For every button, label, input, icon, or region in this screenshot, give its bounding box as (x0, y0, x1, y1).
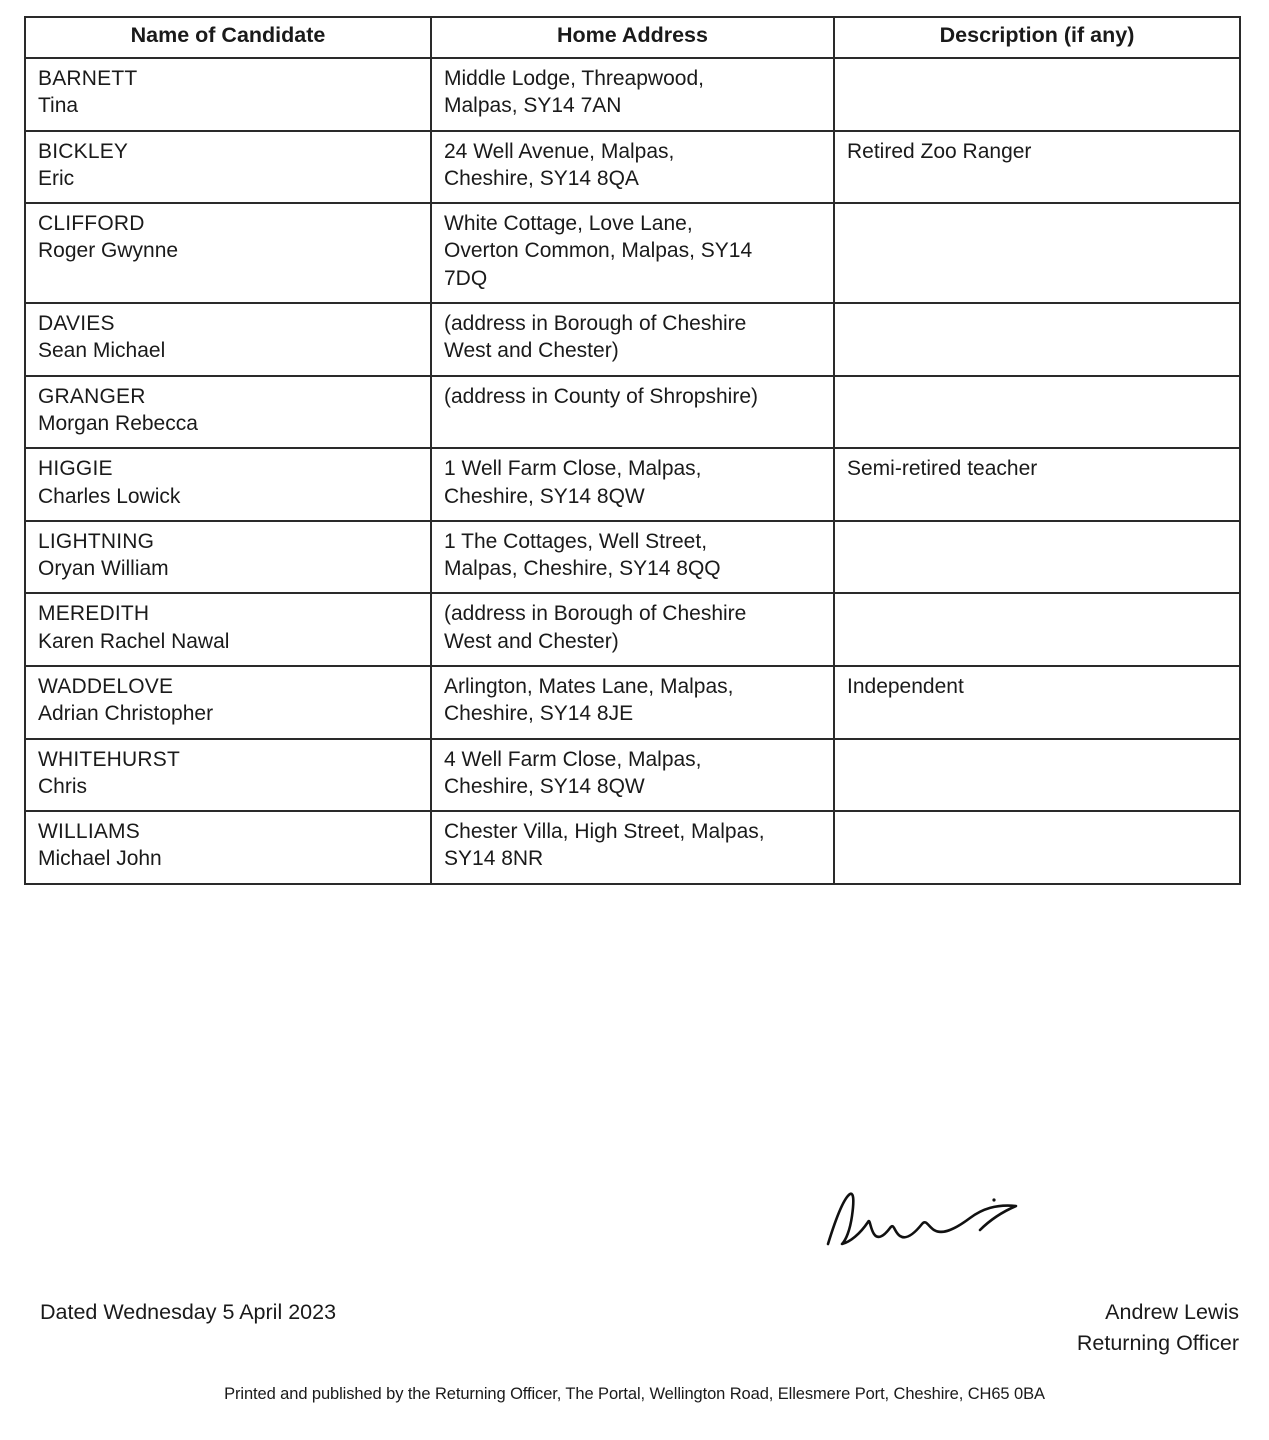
candidate-name-cell (25, 739, 431, 812)
candidate-forename: Tina (38, 94, 79, 118)
candidate-name-cell (25, 521, 431, 594)
candidate-name-cell (25, 303, 431, 376)
table-header-row (25, 17, 1240, 58)
address-line: 1 The Cottages, Well Street, (444, 529, 708, 553)
candidate-description-cell (834, 203, 1240, 303)
address-line: (address in County of Shropshire) (444, 384, 758, 408)
candidate-name-cell (25, 811, 431, 884)
candidate-description-cell (834, 521, 1240, 594)
candidate-forename: Chris (38, 774, 88, 798)
candidate-address-cell (431, 376, 834, 449)
address-line: Cheshire, SY14 8QW (444, 484, 645, 508)
address-line: 7DQ (444, 266, 488, 290)
candidate-surname: WILLIAMS (38, 820, 140, 844)
candidate-address-cell (431, 666, 834, 739)
candidate-description-cell (834, 593, 1240, 666)
candidate-surname: MEREDITH (38, 602, 150, 626)
candidate-forename: Morgan Rebecca (38, 411, 198, 435)
candidate-forename: Sean Michael (38, 339, 166, 363)
candidate-forename: Michael John (38, 847, 162, 871)
candidate-surname: WHITEHURST (38, 747, 180, 771)
address-line: Arlington, Mates Lane, Malpas, (444, 674, 734, 698)
candidate-description-cell (834, 739, 1240, 812)
address-line: SY14 8NR (444, 847, 544, 871)
column-header-address: Home Address (431, 17, 834, 58)
candidate-name-cell (25, 376, 431, 449)
officer-title: Returning Officer (1076, 1331, 1239, 1356)
address-line: Cheshire, SY14 8QA (444, 166, 639, 190)
candidates-table-body (25, 58, 1240, 884)
address-line: (address in Borough of Cheshire (444, 602, 747, 626)
address-line: Middle Lodge, Threapwood, (444, 66, 704, 90)
candidate-address-cell (431, 58, 834, 131)
address-line: 1 Well Farm Close, Malpas, (444, 457, 702, 481)
candidate-forename: Karen Rachel Nawal (38, 629, 230, 653)
candidate-address-cell (431, 739, 834, 812)
table-row (25, 666, 1240, 739)
address-line: White Cottage, Love Lane, (444, 212, 693, 236)
candidate-description-cell (834, 303, 1240, 376)
candidate-forename: Oryan William (38, 557, 169, 581)
imprint-text: Printed and published by the Returning Officer, The Portal, Wellington Road, Ellesmere Port, Cheshire, CH65 0BA (224, 1385, 1045, 1403)
signature-image (820, 1178, 1040, 1258)
address-line: Malpas, Cheshire, SY14 8QQ (444, 557, 721, 581)
candidate-surname: LIGHTNING (38, 529, 155, 553)
candidate-forename: Eric (38, 166, 75, 190)
candidate-address-cell (431, 521, 834, 594)
candidate-forename: Adrian Christopher (38, 702, 214, 726)
candidate-description-cell: Retired Zoo Ranger (834, 131, 1240, 204)
table-row (25, 739, 1240, 812)
table-row (25, 448, 1240, 521)
address-line: Malpas, SY14 7AN (444, 94, 622, 118)
candidate-name-cell (25, 203, 431, 303)
candidate-name-cell (25, 448, 431, 521)
address-line: 24 Well Avenue, Malpas, (444, 139, 675, 163)
table-row (25, 593, 1240, 666)
candidate-surname: GRANGER (38, 384, 146, 408)
table-row (25, 811, 1240, 884)
candidate-description-cell (834, 811, 1240, 884)
address-line: Chester Villa, High Street, Malpas, (444, 820, 765, 844)
address-line: Overton Common, Malpas, SY14 (444, 239, 753, 263)
table-row (25, 376, 1240, 449)
candidates-table (24, 16, 1241, 885)
table-row (25, 131, 1240, 204)
candidate-name-cell (25, 666, 431, 739)
officer-name: Andrew Lewis (1105, 1300, 1239, 1324)
candidate-address-cell (431, 303, 834, 376)
table-row (25, 58, 1240, 131)
address-line: 4 Well Farm Close, Malpas, (444, 747, 702, 771)
candidate-surname: CLIFFORD (38, 212, 145, 236)
column-header-description: Description (if any) (834, 17, 1240, 58)
candidate-name-cell (25, 593, 431, 666)
candidate-address-cell (431, 131, 834, 204)
candidate-address-cell (431, 593, 834, 666)
address-line: Cheshire, SY14 8QW (444, 774, 645, 798)
returning-officer-block (1077, 1297, 1239, 1359)
candidate-address-cell (431, 448, 834, 521)
candidate-description-cell (834, 376, 1240, 449)
dated-text: Dated Wednesday 5 April 2023 (40, 1300, 337, 1324)
candidate-forename: Charles Lowick (38, 484, 181, 508)
candidate-surname: HIGGIE (38, 457, 113, 481)
candidate-surname: BICKLEY (38, 139, 129, 163)
address-line: Cheshire, SY14 8JE (444, 702, 634, 726)
candidate-description-cell (834, 58, 1240, 131)
candidate-address-cell (431, 203, 834, 303)
candidate-address-cell (431, 811, 834, 884)
column-header-name: Name of Candidate (25, 17, 431, 58)
candidate-description-cell: Independent (834, 666, 1240, 739)
candidate-name-cell (25, 131, 431, 204)
table-row (25, 203, 1240, 303)
candidate-surname: BARNETT (38, 66, 138, 90)
candidate-forename: Roger Gwynne (38, 239, 179, 263)
table-row (25, 521, 1240, 594)
candidate-surname: WADDELOVE (38, 674, 174, 698)
address-line: (address in Borough of Cheshire (444, 312, 747, 336)
candidate-name-cell (25, 58, 431, 131)
candidate-surname: DAVIES (38, 312, 115, 336)
candidate-description-cell: Semi-retired teacher (834, 448, 1240, 521)
address-line: West and Chester) (444, 629, 619, 653)
address-line: West and Chester) (444, 339, 619, 363)
table-row (25, 303, 1240, 376)
